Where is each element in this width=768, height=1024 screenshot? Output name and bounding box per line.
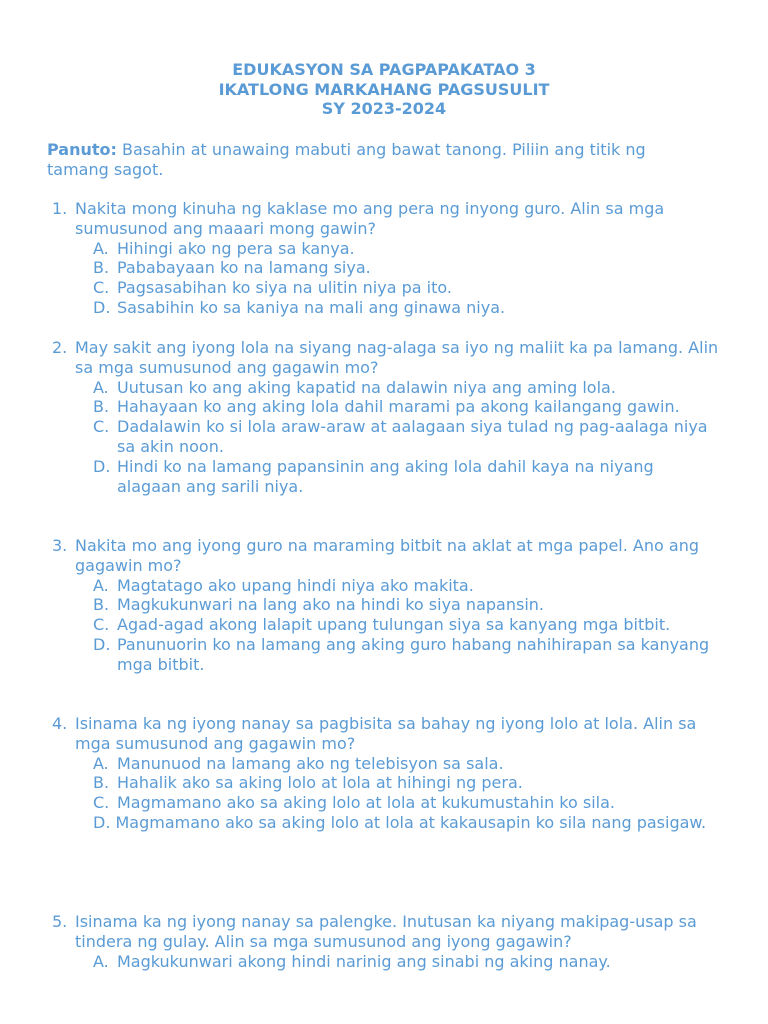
question-5 [52,912,722,971]
choice-letter: A. [93,575,109,595]
choice-letter: B. [93,595,110,615]
school-year: SY 2023-2024 [321,99,447,118]
choice-text: Magkukunwari akong hindi narinig ang sinabi ng aking nanay. [117,951,611,971]
choice-text: Hihingi ako ng pera sa kanya. [117,238,355,258]
question-stem [52,199,722,239]
question-number: 4. [52,714,68,733]
choice-text: Uutusan ko ang aking kapatid na dalawin niya ang aming lola. [117,377,616,397]
question-text: Isinama ka ng iyong nanay sa palengke. Inutusan ka niyang makipag-usap sa tindera ng gulay. Alin sa mga sumusunod ang iyong gagawin? [75,912,697,951]
choices-list [93,952,722,972]
choices-list [93,754,722,833]
instruction-text: Basahin at unawaing mabuti ang bawat tanong. Piliin ang titik ng tamang sagot. [47,140,646,179]
question-stem [52,912,722,952]
subject-title: EDUKASYON SA PAGPAPAKATAO 3 [232,60,536,79]
choice-c [93,278,722,298]
choices-list [93,576,722,675]
choice-b [93,258,722,278]
choice-text: Dadalawin ko si lola araw-araw at aalagaan siya tulad ng pag-aalaga niya sa akin noon. [117,417,708,456]
question-1 [52,199,722,318]
choice-letter: B. [93,397,110,417]
choice-text: Agad-agad akong lalapit upang tulungan siya sa kanyang mga bitbit. [117,615,671,635]
exam-header [0,60,768,119]
question-text: Nakita mo ang iyong guro na maraming bitbit na aklat at mga papel. Ano ang gagawin mo? [75,536,699,575]
choice-d [93,813,722,833]
instruction-label: Panuto: [47,140,117,159]
choice-letter: D. [93,634,111,654]
question-text: Nakita mong kinuha ng kaklase mo ang pera ng inyong guro. Alin sa mga sumusunod ang maaari mong gawin? [75,199,665,238]
choice-c [93,793,722,813]
question-number: 5. [52,912,68,931]
choice-letter: D. [93,812,111,832]
choice-d [93,298,722,318]
choice-a [93,239,722,259]
choice-letter: D. [93,297,111,317]
question-4 [52,714,722,833]
choice-letter: B. [93,258,110,278]
choice-text: Hahayaan ko ang aking lola dahil marami pa akong kailangang gawin. [117,397,680,417]
choice-text: Hahalik ako sa aking lolo at lola at hihingi ng pera. [117,773,523,793]
choice-a [93,378,722,398]
choice-letter: C. [93,793,110,813]
choice-letter: C. [93,615,110,635]
choice-b [93,595,722,615]
choice-text: Magkukunwari na lang ako na hindi ko siya napansin. [117,595,544,615]
choice-letter: D. [93,456,111,476]
choice-text: Hindi ko na lamang papansinin ang aking lola dahil kaya na niyang alagaan ang sarili niya. [117,456,654,496]
choice-letter: C. [93,278,110,298]
instructions [47,140,707,179]
choices-list [93,378,722,497]
question-stem [52,536,722,576]
choice-d [93,635,722,675]
choice-text: Manunuod na lamang ako ng telebisyon sa sala. [117,753,504,773]
choice-letter: A. [93,377,109,397]
question-text: May sakit ang iyong lola na siyang nag-alaga sa iyo ng maliit ka pa lamang. Alin sa mga sumusunod ang gagawin mo? [75,338,719,377]
choice-b [93,773,722,793]
choice-d [93,457,722,497]
choice-text: Magtatago ako upang hindi niya ako makita. [117,575,474,595]
choice-c [93,417,722,457]
choice-letter: A. [93,951,109,971]
question-number: 1. [52,199,68,218]
choice-text: Magmamano ako sa aking lolo at lola at kukumustahin ko sila. [117,793,615,813]
exam-title: IKATLONG MARKAHANG PAGSUSULIT [218,79,550,99]
question-number: 3. [52,536,68,555]
question-stem [52,338,722,378]
choices-list [93,239,722,318]
choice-text: Pagsasabihan ko siya na ulitin niya pa ito. [117,278,452,298]
choice-a [93,754,722,774]
choice-text: Magmamano ako sa aking lolo at lola at kakausapin ko sila nang pasigaw. [115,812,707,832]
choice-text: Pababayaan ko na lamang siya. [117,258,371,278]
choice-a [93,952,722,972]
choice-b [93,397,722,417]
choice-letter: A. [93,238,109,258]
question-3 [52,536,722,675]
choice-a [93,576,722,596]
choice-letter: A. [93,753,109,773]
question-stem [52,714,722,754]
question-text: Isinama ka ng iyong nanay sa pagbisita sa bahay ng iyong lolo at lola. Alin sa mga sumusunod ang gagawin mo? [75,714,697,753]
choice-c [93,615,722,635]
question-number: 2. [52,338,68,357]
choice-letter: B. [93,773,110,793]
choice-text: Sasabihin ko sa kaniya na mali ang ginawa niya. [117,297,506,317]
question-2 [52,338,722,496]
choice-letter: C. [93,417,110,437]
choice-text: Panunuorin ko na lamang ang aking guro habang nahihirapan sa kanyang mga bitbit. [117,634,710,674]
